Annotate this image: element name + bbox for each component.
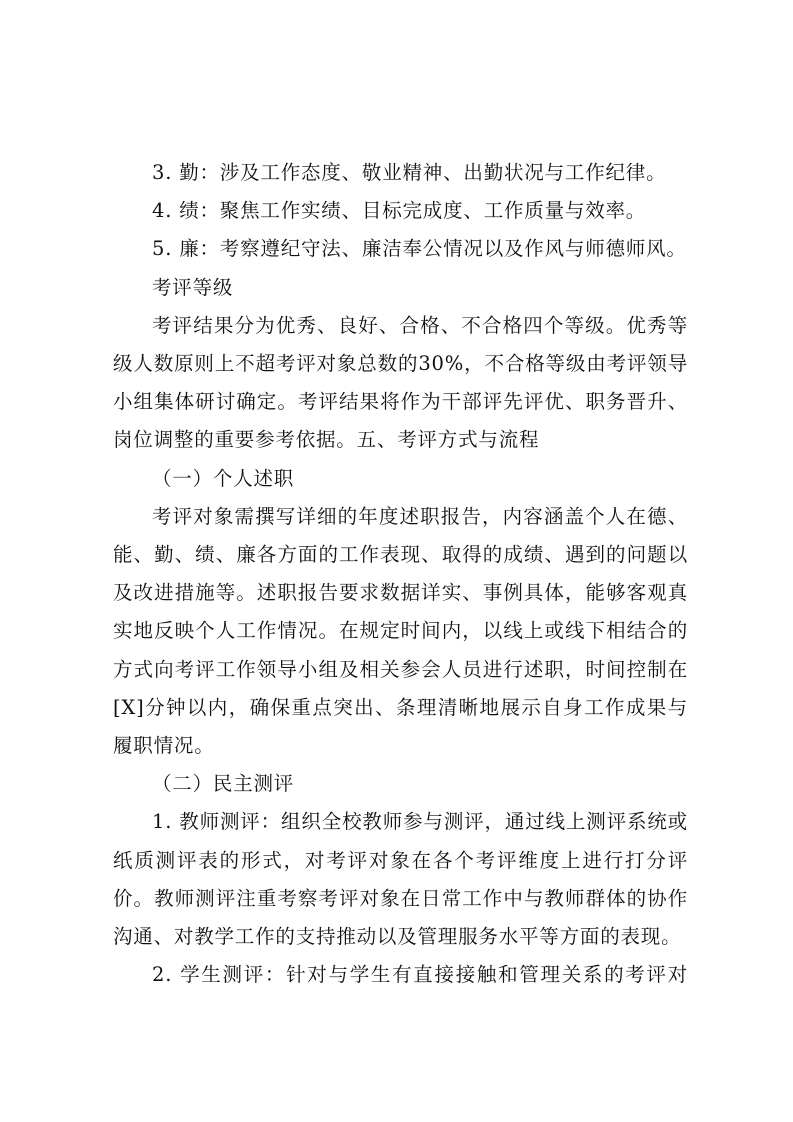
document-body	[113, 154, 688, 994]
item-performance: 4. 绩：聚焦工作实绩、目标完成度、工作质量与效率。	[152, 199, 647, 223]
item-teacher-evaluation: 1. 教师测评：组织全校教师参与测评，通过线上测评系统或纸质测评表的形式，对考评对象在各个考评维度上进行打分评价。教师测评注重考察考评对象在日常工作中与教师群体的协作沟通、对教学工作的支持推动以及管理服务水平等方面的表现。	[113, 810, 688, 949]
item-integrity: 5. 廉：考察遵纪守法、廉洁奉公情况以及作风与师德师风。	[152, 237, 687, 261]
subheading-democratic-evaluation: （二）民主测评	[152, 772, 295, 796]
item-diligence: 3. 勤：涉及工作态度、敬业精神、出勤状况与工作纪律。	[152, 161, 667, 184]
item-student-evaluation: 2. 学生测评：针对与学生有直接接触和管理关系的考评对	[152, 963, 688, 987]
paragraph-grades: 考评结果分为优秀、良好、合格、不合格四个等级。优秀等级人数原则上不超考评对象总数的30%，不合格等级由考评领导小组集体研讨确定。考评结果将作为干部评先评优、职务晋升、岗位调整的重要参考依据。五、考评方式与流程	[113, 313, 688, 452]
subheading-personal-report: （一）个人述职	[152, 466, 295, 490]
paragraph-personal-report: 考评对象需撰写详细的年度述职报告，内容涵盖个人在德、能、勤、绩、廉各方面的工作表现、取得的成绩、遇到的问题以及改进措施等。述职报告要求数据详实、事例具体，能够客观真实地反映个人工作情况。在规定时间内，以线上或线下相结合的方式向考评工作领导小组及相关参会人员进行述职，时间控制在[X]分钟以内，确保重点突出、条理清晰地展示自身工作成果与履职情况。	[113, 504, 688, 758]
section-heading-grades: 考评等级	[152, 275, 234, 299]
